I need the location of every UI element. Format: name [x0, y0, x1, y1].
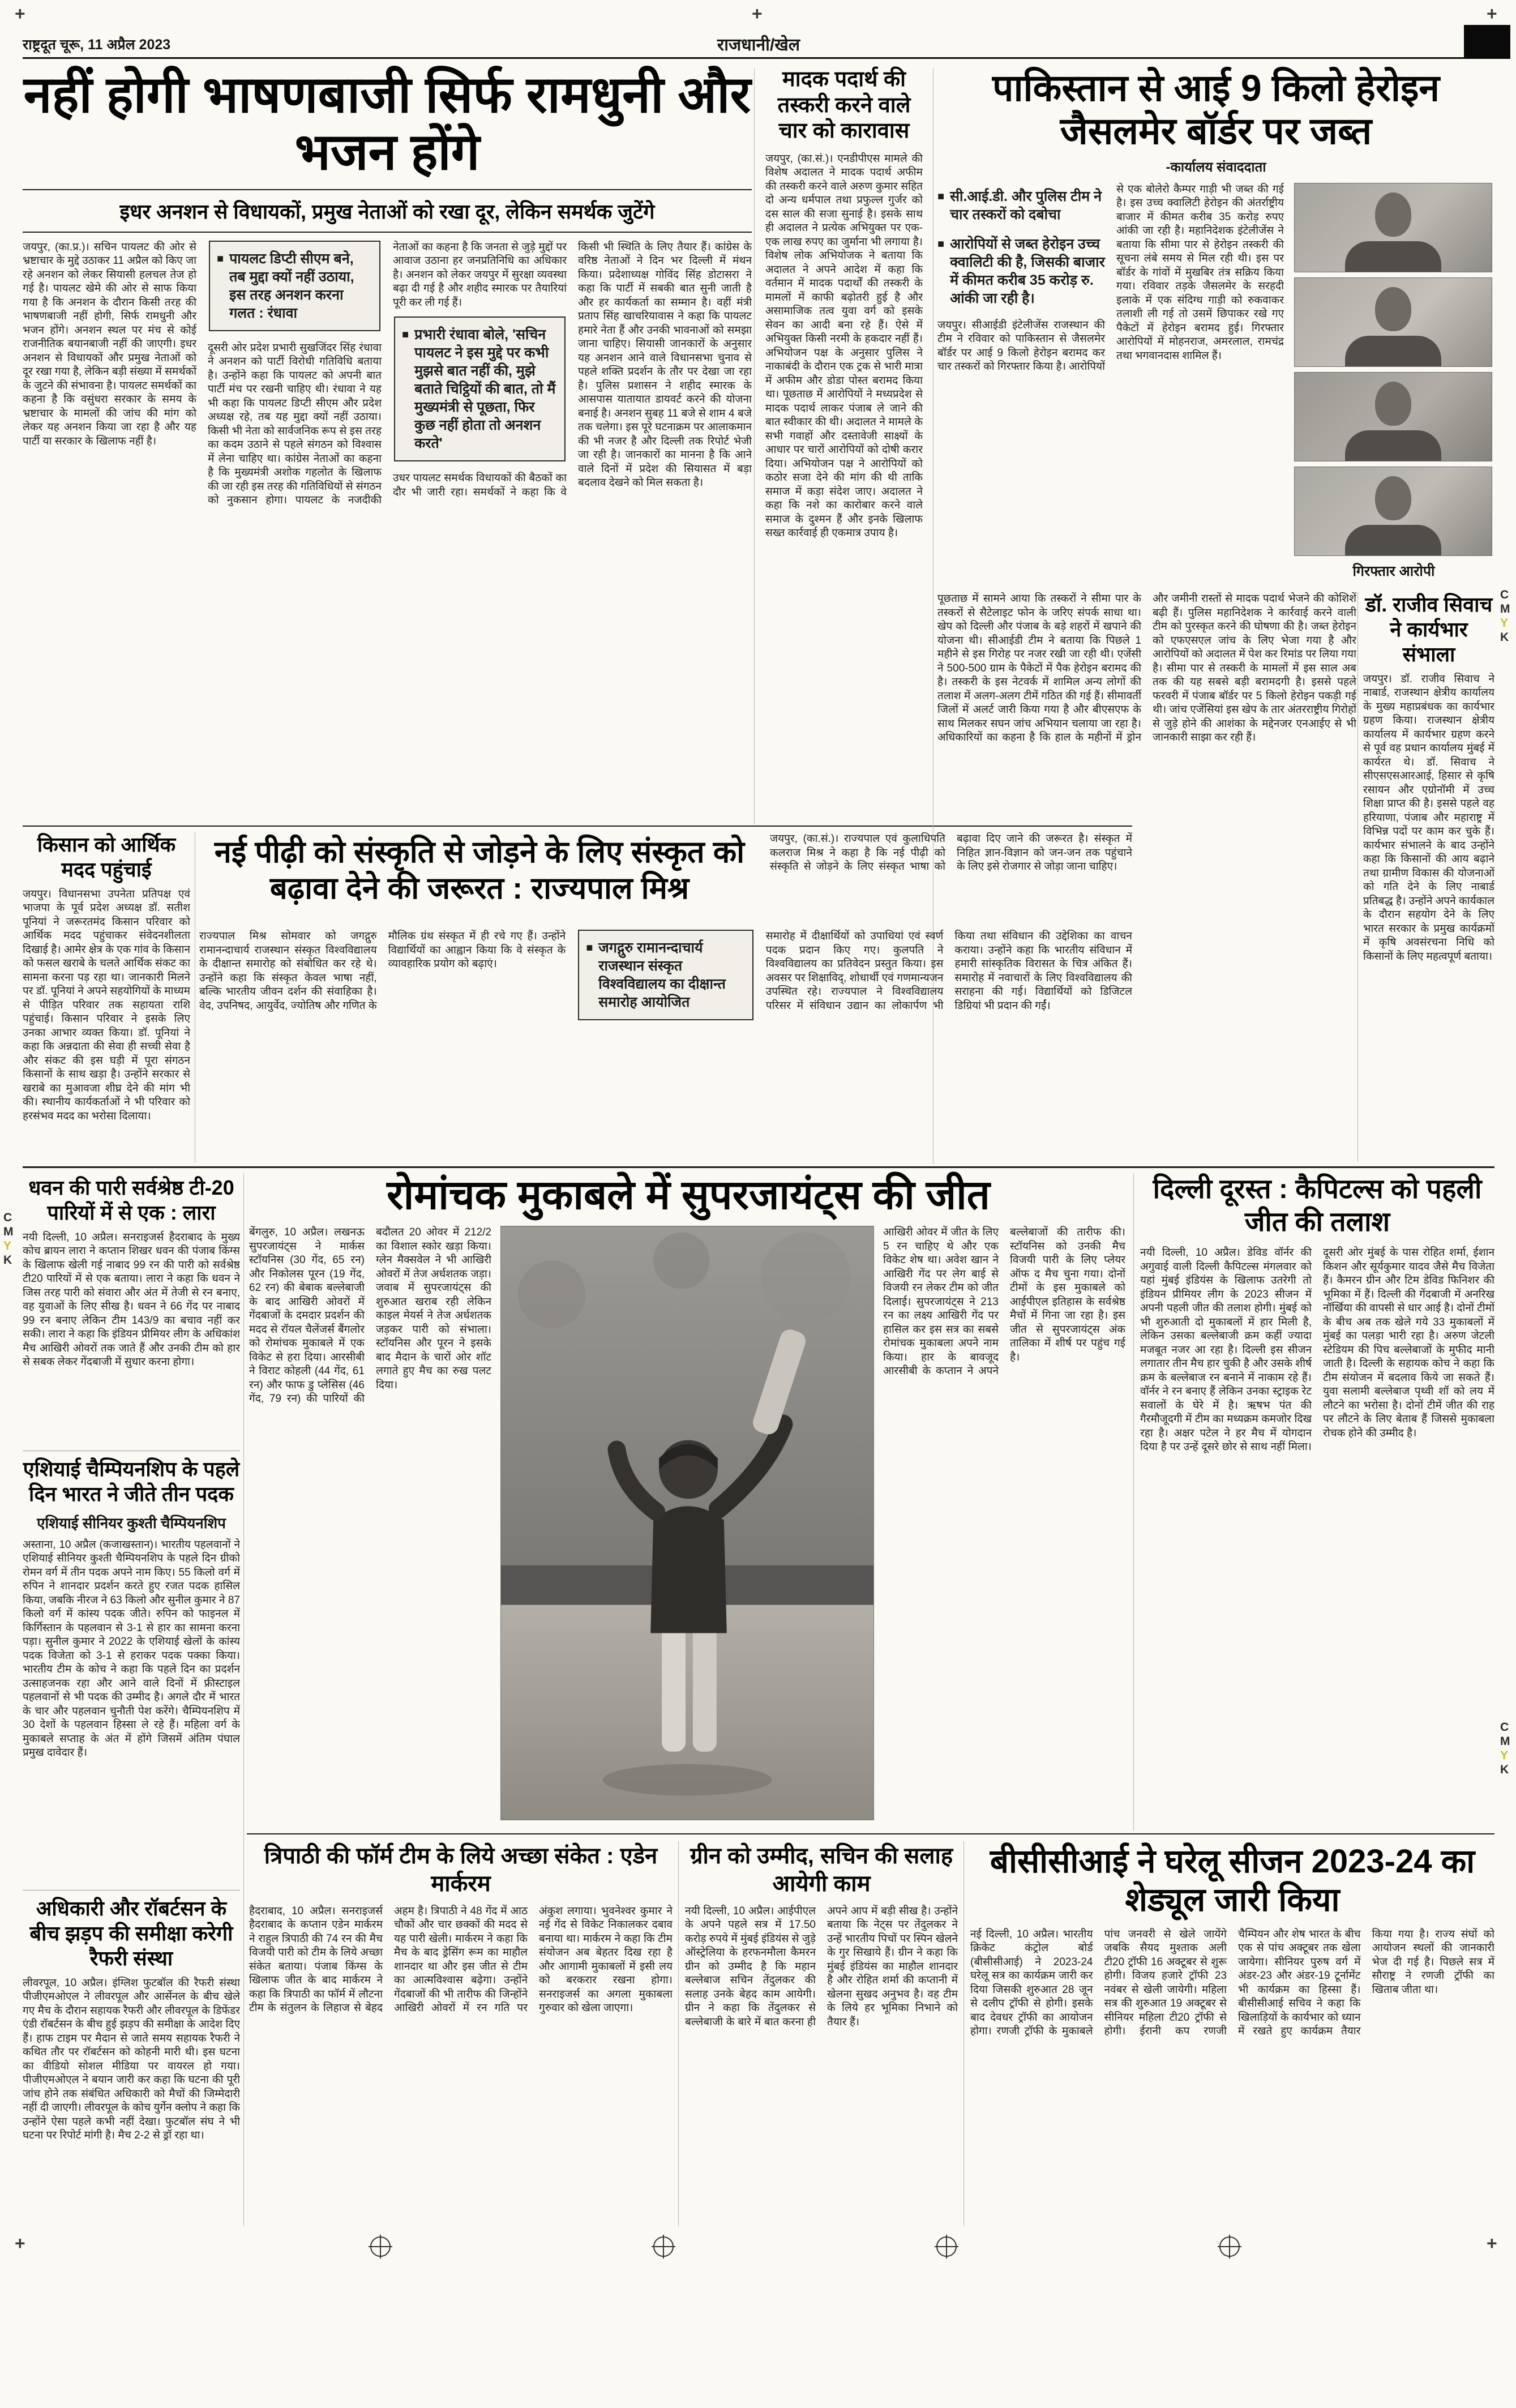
farmer-body: जयपुर। विधानसभा उपनेता प्रतिपक्ष एवं भाजपा के पूर्व प्रदेश अध्यक्ष डॉ. सतीश पूनियां ने जरूरतमंद किसान परिवार को आर्थिक मदद पहुंचाकर संवेदनशीलता दिखाई है। आमेर क्षेत्र के एक गांव के किसान को फसल खराबे के चलते आर्थिक संकट का सामना करना पड़ रहा था। जानकारी मिलने पर डॉ. पूनियां ने अपने सहयोगियों के माध्यम से पीड़ित परिवार तक सहायता राशि पहुंचाई। किसान परिवार ने इसके लिए उनका आभार व्यक्त किया। डॉ. पूनियां ने कहा कि अन्नदाता की सेवा ही सच्ची सेवा है और संकट की इस घड़ी में पूरा संगठन किसानों के साथ खड़ा है। उन्होंने सरकार से खराबे का मुआवजा शीघ्र देने की मांग भी की। स्थानीय कार्यकर्ताओं ने भी परिवार को हरसंभव मदद का भरोसा दिलाया। [23, 888, 190, 1122]
heroin-bullet-2-text: आरोपियों से जब्त हेरोइन उच्च क्वालिटी की है, जिसकी बाजार में कीमत करीब 35 करोड़ रु. आंकी जा रही है। [950, 236, 1105, 306]
suspect-silhouette [1345, 336, 1441, 367]
article-wrestling [23, 1451, 240, 1885]
section-title: राजधानी/खेल [717, 36, 800, 54]
article-supergiants [249, 1173, 1128, 1820]
square-bullet-icon: ■ [586, 942, 593, 954]
pilot-body [23, 241, 752, 801]
registration-plus-icon: + [1487, 2233, 1497, 2253]
column-rule [1357, 592, 1358, 1162]
pilot-quote-box-1 [209, 241, 380, 331]
suspect-photo [1294, 277, 1492, 367]
registration-plus-icon: + [1487, 3, 1497, 24]
column-rule [243, 1173, 244, 2226]
pilot-quote-2-title: प्रभारी रंधावा बोले, [414, 327, 513, 343]
heroin-headline: पाकिस्तान से आई 9 किलो हेरोइन जैसलमेर बॉर्डर पर जब्त [992, 67, 1440, 152]
heroin-bullet-1 [937, 187, 1105, 224]
article-heroin [937, 67, 1494, 580]
edition-date: राष्ट्रदूत चूरू, 11 अप्रैल 2023 [23, 36, 171, 53]
sanskrit-headline: नई पीढ़ी को संस्कृति से जोड़ने के लिए संस्कृत को बढ़ावा देने की जरूरत : राज्यपाल मिश्र [214, 835, 745, 905]
dhawan-body: नयी दिल्ली, 10 अप्रैल। सनराइजर्स हैदराबाद के मुख्य कोच ब्रायन लारा ने कप्तान शिखर धवन की पंजाब किंग्स के खिलाफ खेली गई नाबाद 99 रन की पारी को सर्वश्रेष्ठ टी20 पारियों में से एक बताया। लारा ने कहा कि धवन ने जिस तरह पारी को संवारा और अंत में तेजी से रन बनाए, वह युवाओं के लिए सीख है। धवन ने 66 गेंद पर नाबाद 99 रन बनाए लेकिन टीम 143/9 का बचाव नहीं कर सकी। लारा ने कहा कि इंडियन प्रीमियर लीग के अधिकांश मैच आखिरी ओवरों तक जाते हैं और उनकी टीम को हार से सबक लेकर गेंदबाजी में सुधार करना होगा। [23, 1231, 240, 1368]
supergiants-body-right: आखिरी ओवर में जीत के लिए 5 रन चाहिए थे और एक विकेट शेष था। अवेश खान ने आखिरी गेंद पर लेग बाई से विजयी रन लेकर टीम को जीत दिलाई। सुपरजायंट्स ने 213 रन का लक्ष्य आखिरी गेंद पर हासिल कर इस सत्र का सबसे रोमांचक मुकाबला अपने नाम किया। हार के बावजूद आरसीबी के कप्तान ने अपने बल्लेबाजों की तारीफ की। स्टॉयनिस को उनकी मैच विजयी पारी के लिए प्लेयर ऑफ द मैच चुना गया। दोनों टीमों के इस मुकाबले को आईपीएल इतिहास के सर्वश्रेष्ठ मैचों में गिना जा रहा है। इस जीत से सुपरजायंट्स अंक तालिका में शीर्ष पर पहुंच गई है। [883, 1226, 1125, 1378]
referee-headline: अधिकारी और रॉबर्टसन के बीच झड़प की समीक्षा करेगी रैफरी संस्था [29, 1897, 233, 1970]
heroin-byline: -कार्यालय संवाददाता [1166, 159, 1266, 175]
article-capitals [1140, 1173, 1494, 1829]
tripathi-headline: त्रिपाठी की फॉर्म टीम के लिये अच्छा संकेत : एडेन मार्करम [264, 1844, 658, 1896]
heroin-bullet-2 [937, 235, 1105, 307]
drugs-court-body: जयपुर, (का.सं.)। एनडीपीएस मामले की विशेष अदालत ने मादक पदार्थ अफीम की तस्करी करने वाले अरुण कुमार सहित दो अन्य धर्मपाल तथा प्रफुल्ल गुर्जर को दस साल की सजा सुनाई है। इसके साथ ही अदालत ने प्रत्येक अभियुक्त पर एक-एक लाख रुपए का जुर्माना भी लगाया है। विशेष लोक अभियोजक ने बताया कि अदालत ने अपने आदेश में कहा कि वर्तमान में मादक पदार्थों की तस्करी के मामलों में काफी बढ़ोतरी हुई है और असामाजिक तत्व युवा वर्ग को इसके सेवन का आदी बना रहे हैं। ऐसे में अभियुक्त किसी नरमी के हकदार नहीं हैं। अभियोजन पक्ष के अनुसार पुलिस ने नाकाबंदी के दौरान एक ट्रक से भारी मात्रा में अफीम और डोडा पोस्त बरामद किया था। पूछताछ में आरोपियों ने मध्यप्रदेश से मादक पदार्थ लाकर पंजाब ले जाने की बात स्वीकार की थी। अदालत ने मामले के सभी गवाहों और दस्तावेजी साक्ष्यों के आधार पर चारों आरोपियों को दोषी करार दिया। अभियोजन पक्ष ने आरोपियों को कठोर सजा देने की मांग की थी ताकि समाज में कड़ा संदेश जाए। अदालत ने कहा कि नशे का कारोबार करने वाले समाज के दुश्मन हैं और इनके खिलाफ सख्त कार्रवाई ही एकमात्र उपाय है। [765, 152, 923, 540]
registration-plus-icon: + [15, 2233, 25, 2253]
pilot-body-part2: दूसरी ओर प्रदेश प्रभारी सुखजिंदर सिंह रंधावा ने अनशन को पार्टी विरोधी गतिविधि बताया है। उन्होंने कहा कि पायलट को अपनी बात पार्टी मंच पर रखनी चाहिए थी। रंधावा ने यह भी कहा कि पायलट डिप्टी सीएम और प्रदेश अध्यक्ष रहे, तब यह मुद्दा क्यों नहीं उठाया। किसी भी नेता को सार्वजनिक रूप से इस तरह का कदम उठाने से पहले संगठन को विश्वास में लेना चाहिए था। कांग्रेस नेताओं का कहना है कि मुख्यमंत्री अशोक गहलोत के खिलाफ की जा रही इस तरह की गतिविधियों से संगठन को नुकसान होगा। पायलट के नजदीकी नेताओं का कहना है कि जनता से जुड़े मुद्दों पर आवाज उठाना हर जनप्रतिनिधि का अधिकार है। अनशन को लेकर जयपुर में सुरक्षा व्यवस्था बढ़ा दी गई है और शहीद स्मारक पर तैयारियां पूरी कर ली गई हैं। [208, 241, 567, 507]
cmyk-strip: C M Y K [1500, 1721, 1510, 1776]
bcci-headline: बीसीसीआई ने घरेलू सीजन 2023-24 का शेड्यूल जारी किया [990, 1843, 1475, 1919]
cmyk-strip: C M Y K [1500, 588, 1510, 644]
article-nabard [1363, 592, 1494, 1162]
article-green [685, 1842, 958, 2227]
heroin-body-continued: पूछताछ में सामने आया कि तस्करों ने सीमा पार के तस्करों से सैटेलाइट फोन के जरिए संपर्क साधा था। खेप को दिल्ली और पंजाब के बड़े शहरों में खपाने की योजना थी। सीआईडी टीम ने बताया कि पिछले 1 महीने से इस गिरोह पर नजर रखी जा रही थी। एजेंसी ने 500-500 ग्राम के पैकेटों में पैक हेरोइन बरामद की है। तस्करी के इस नेटवर्क में शामिल अन्य लोगों की तलाश में अलग-अलग टीमें गठित की गई हैं। सीमावर्ती जिलों में अलर्ट जारी किया गया है और बीएसएफ के साथ मिलकर सघन जांच अभियान चलाया जा रहा है। अधिकारियों का कहना है कि हाल के महीनों में ड्रोन और जमीनी रास्तों से मादक पदार्थ भेजने की कोशिशें बढ़ी हैं। पुलिस महानिदेशक ने कार्रवाई करने वाली टीम को पुरस्कृत करने की घोषणा की है। जब्त हेरोइन को एफएसएल जांच के लिए भेजा गया है और आरोपियों को अदालत में पेश कर रिमांड पर लिया गया है। सीमा पार से तस्करी के मामलों में इस साल अब तक की यह सबसे बड़ी बरामदगी है। इससे पहले फरवरी में पंजाब बॉर्डर पर 5 किलो हेरोइन पकड़ी गई थी। जांच एजेंसियां इस खेप के तार अंतरराष्ट्रीय गिरोहों से जुड़े होने की आशंका के मद्देनजर एनआईए से भी जानकारी साझा कर रही हैं। [937, 593, 1356, 743]
article-drugs-court [760, 67, 928, 824]
drugs-court-headline: मादक पदार्थ की तस्करी करने वाले चार को कारावास [777, 67, 911, 143]
column-rule [963, 1841, 964, 2226]
square-bullet-icon: ■ [402, 328, 409, 341]
column-rule [754, 68, 755, 824]
green-headline: ग्रीन को उम्मीद, सचिन की सलाह आयेगी काम [690, 1844, 953, 1896]
page-number-tab [1464, 25, 1510, 59]
sanskrit-intro: जयपुर, (का.सं.)। राज्यपाल एवं कुलाधिपति कलराज मिश्र ने कहा है कि नई पीढ़ी को संस्कृति से जोड़ने के लिए संस्कृत भाषा को बढ़ावा दिए जाने की जरूरत है। संस्कृत में निहित ज्ञान-विज्ञान को जन-जन तक पहुंचाने के लिए इसे रोजगार से जोड़ा जाना चाहिए। [770, 833, 1132, 872]
square-bullet-icon: ■ [217, 252, 224, 265]
green-body: नयी दिल्ली, 10 अप्रैल। आईपीएल के अपने पहले सत्र में 17.50 करोड़ रुपये में मुंबई इंडियंस से जुड़े ऑस्ट्रेलिया के हरफनमौला कैमरन ग्रीन को उम्मीद है कि महान बल्लेबाज सचिन तेंदुलकर की सलाह उनके बेहद काम आयेगी। ग्रीन ने कहा कि तेंदुलकर से बल्लेबाजी के बारे में बात करना ही अपने आप में बड़ी सीख है। उन्होंने बताया कि नेट्स पर तेंदुलकर ने उन्हें भारतीय पिचों पर स्पिन खेलने के गुर सिखाये हैं। ग्रीन ने कहा कि मुंबई इंडियंस का माहौल शानदार है और रोहित शर्मा की कप्तानी में खेलना सुखद अनुभव है। वह टीम के लिये हर भूमिका निभाने को तैयार हैं। [685, 1905, 958, 2028]
heroin-bullet-1-text: सी.आई.डी. और पुलिस टीम ने चार तस्करों को दबोचा [950, 188, 1102, 223]
supergiants-body-left: बेंगलुरु, 10 अप्रैल। लखनऊ सुपरजायंट्स ने मार्कस स्टॉयनिस (30 गेंद, 65 रन) और निकोलस पूरन (19 गेंद, 62 रन) की बेबाक बल्लेबाजी के बाद आखिरी ओवरों में गेंदबाजों के दमदार प्रदर्शन की मदद से रॉयल चैलेंजर्स बैंगलोर को रोमांचक मुकाबले में एक विकेट से हरा दिया। आरसीबी ने विराट कोहली (44 गेंद, 61 रन) और फाफ डु प्लेसिस (46 गेंद, 79 रन) की पारियों की बदौलत 20 ओवर में 212/2 का विशाल स्कोर खड़ा किया। ग्लेन मैक्सवेल ने भी आखिरी ओवरों में तेज अर्धशतक जड़ा। जवाब में सुपरजायंट्स की शुरुआत खराब रही लेकिन काइल मेयर्स ने तेज अर्धशतक जड़कर पारी को संभाला। स्टॉयनिस और पूरन ने इसके बाद मैदान के चारों ओर शॉट लगाते हुए मैच का रुख पलट दिया। [249, 1226, 491, 1405]
registration-mark-icon [936, 2236, 957, 2257]
pilot-quote-1: पायलट डिप्टी सीएम बने, तब मुद्दा क्यों नहीं उठाया, इस तरह अनशन करना गलत : रंधावा [229, 250, 354, 321]
pilot-quote-box-2 [394, 316, 566, 461]
supergiants-headline: रोमांचक मुकाबले में सुपरजायंट्स की जीत [387, 1173, 990, 1218]
suspect-silhouette [1345, 525, 1441, 556]
dhawan-headline: धवन की पारी सर्वश्रेष्ठ टी-20 पारियों में से एक : लारा [28, 1176, 234, 1224]
nabard-headline: डॉ. राजीव सिवाच ने कार्यभार संभाला [1365, 593, 1493, 666]
suspect-photo [1294, 372, 1492, 461]
cmyk-strip: C M Y K [3, 1211, 14, 1267]
wrestling-headline: एशियाई चैम्पियनशिप के पहले दिन भारत ने जीते तीन पदक [23, 1457, 240, 1505]
nabard-body: जयपुर। डॉ. राजीव सिवाच ने नाबार्ड, राजस्थान क्षेत्रीय कार्यालय के मुख्य महाप्रबंधक का कार्यभार ग्रहण किया। राजस्थान क्षेत्रीय कार्यालय में कार्यभार ग्रहण करने से पूर्व वह प्रधान कार्यालय मुंबई में कार्यरत थे। डॉ. सिवाच ने सीएसएसआरआई, हिसार से कृषि रसायन और एग्रोनॉमी में उच्च शिक्षा प्राप्त की है। इससे पहले वह हरियाणा, पंजाब और महाराष्ट्र में विभिन्न पदों पर काम कर चुके हैं। कार्यभार संभालने के बाद उन्होंने कहा कि किसानों की आय बढ़ाने तथा ग्रामीण विकास की योजनाओं को गति देने के लिए नाबार्ड प्रतिबद्ध है। उन्होंने अपने कार्यकाल के दौरान सहयोग देने के लिए भारत सरकार के प्रमुख कार्यक्रमों में कृषि अवसंरचना निधि को किसानों के लिए महत्वपूर्ण बताया। [1363, 673, 1494, 963]
heroin-body-part1: जयपुर। सीआईडी इंटेलीजेंस राजस्थान की टीम ने रविवार को पाकिस्तान से जैसलमेर बॉर्डर पर आई 9 किलो हेरोइन बरामद कर चार तस्करों को गिरफ्तार किया है। आरोपियों से एक बोलेरो कैम्पर गाड़ी भी जब्त की गई है। इस उच्च क्वालिटी हेरोइन की अंतर्राष्ट्रीय बाजार में कीमत करीब 35 करोड़ रुपए आंकी जा रही है। महानिदेशक इंटेलीजेंस ने बताया कि सीमा पार से हेरोइन तस्करी की सूचना लंबे समय से मिल रही थी। इस पर बॉर्डर के गांवों में मुखबिर तंत्र सक्रिय किया गया। रविवार तड़के जैसलमेर के सरहदी इलाके में एक संदिग्ध गाड़ी को रुकवाकर तलाशी ली गई तो उसमें छिपाकर रखे गए पैकेटों में हेरोइन बरामद हुई। गिरफ्तार आरोपियों में मोहनराज, अमरलाल, रामचंद्र तथा भगवानदास शामिल हैं। [937, 183, 1284, 373]
article-referee [23, 1890, 240, 2227]
sanskrit-sidebox [578, 930, 753, 1020]
suspect-silhouette [1345, 241, 1441, 272]
suspect-photo [1294, 467, 1492, 556]
registration-mark-icon [1219, 2236, 1240, 2257]
tripathi-body: हैदराबाद, 10 अप्रैल। सनराइजर्स हैदराबाद के कप्तान एडेन मार्करम ने राहुल त्रिपाठी की 74 रन की मैच विजयी पारी को टीम के लिये अच्छा संकेत बताया। पंजाब किंग्स के खिलाफ जीत के बाद मार्करम ने कहा कि त्रिपाठी का फॉर्म में लौटना टीम के संतुलन के लिहाज से बेहद अहम है। त्रिपाठी ने 48 गेंद में आठ चौकों और चार छक्कों की मदद से यह पारी खेली। मार्करम ने कहा कि मैच के बाद ड्रेसिंग रूम का माहौल शानदार था और इस जीत से टीम का आत्मविश्वास बढ़ेगा। उन्होंने गेंदबाजों की भी तारीफ की जिन्होंने आखिरी ओवरों में रन गति पर अंकुश लगाया। भुवनेश्वर कुमार ने नई गेंद से विकेट निकालकर दबाव बनाया था। मार्करम ने कहा कि टीम संयोजन अब बेहतर दिख रहा है और आगामी मुकाबलों में इसी लय को बरकरार रखना होगा। सनराइजर्स का अगला मुकाबला गुरुवार को खेला जाएगा। [249, 1905, 673, 2014]
wrestling-strap: एशियाई सीनियर कुश्ती चैम्पियनशिप [37, 1514, 226, 1532]
column-rule [678, 1841, 679, 2226]
square-bullet-icon: ■ [937, 237, 945, 250]
masthead [23, 31, 1494, 59]
pilot-subhead: इधर अनशन से विधायकों, प्रमुख नेताओं को रखा दूर, लेकिन समर्थक जुटेंगे [23, 189, 752, 233]
pilot-body-part1: जयपुर, (का.प्र.)। सचिन पायलट की ओर से भ्रष्टाचार के मुद्दे उठाकर 11 अप्रैल को किए जा रहे अनशन को लेकर सियासी हलचल तेज हो गई है। पायलट खेमे की ओर से साफ किया गया है कि अनशन के दौरान किसी तरह की भाषणबाजी नहीं होगी, सिर्फ रामधुनी और भजन होंगे। अनशन स्थल पर मंच से कोई राजनीतिक बयानबाजी नहीं की जाएगी। इधर अनशन से विधायकों और प्रमुख नेताओं को दूर रखा गया है, लेकिन बड़ी संख्या में समर्थकों के जुटने की संभावना है। पायलट समर्थकों का कहना है कि वसुंधरा सरकार के समय के भ्रष्टाचार के मामलों की जांच की मांग को लेकर यह अनशन किया जा रहा है और यह पार्टी या सरकार के खिलाफ नहीं है। [23, 241, 196, 447]
suspect-silhouette [1375, 287, 1411, 331]
heroin-photo-column [1294, 183, 1493, 580]
wrestling-body: अस्ताना, 10 अप्रैल (कजाखस्तान)। भारतीय पहलवानों ने एशियाई सीनियर कुश्ती चैम्पियनशिप के पहले दिन ग्रीको रोमन वर्ग में तीन पदक अपने नाम किए। 55 किलो वर्ग में रुपिन ने शानदार प्रदर्शन करते हुए रजत पदक हासिल किया, जबकि नीरज ने 63 किलो और सुनील कुमार ने 87 किलो वर्ग में कांस्य पदक जीते। रुपिन को फाइनल में किर्गिस्तान के पहलवान से 3-1 से हार का सामना करना पड़ा। सुनील कुमार ने 2022 के एशियाई खेलों के कांस्य पदक विजेता को 3-1 से हराकर पदक पक्का किया। भारतीय टीम के कोच ने कहा कि पहले दिन का प्रदर्शन उत्साहजनक रहा और आने वाले दिनों में फ्रीस्टाइल पहलवानों से भी पदक की उम्मीद है। अगले दौर में भारत के चार और पहलवान चुनौती पेश करेंगे। चैम्पियनशिप में 30 देशों के पहलवान हिस्सा ले रहे हैं। महिला वर्ग के मुकाबले सप्ताह के अंत में होंगे जिसमें अंतिम पंघाल प्रमुख दावेदार हैं। [23, 1538, 240, 1759]
article-farmer-aid [23, 832, 190, 1164]
registration-mark-icon [653, 2236, 674, 2257]
cricketer-photo [500, 1226, 874, 1820]
suspect-silhouette [1375, 476, 1411, 520]
suspect-silhouette [1375, 382, 1411, 426]
sanskrit-body-part1: राज्यपाल मिश्र सोमवार को जगद्गुरु रामानन्दाचार्य राजस्थान संस्कृत विश्वविद्यालय के दीक्षान्त समारोह को संबोधित कर रहे थे। उन्होंने कहा कि संस्कृत केवल भाषा नहीं, बल्कि भारतीय जीवन दर्शन की संवाहिका है। वेद, उपनिषद, आयुर्वेद, ज्योतिष और गणित के मौलिक ग्रंथ संस्कृत में ही रचे गए हैं। उन्होंने विद्यार्थियों का आह्वान किया कि वे संस्कृत के व्यावहारिक प्रयोग को बढ़ाएं। [199, 930, 566, 1012]
article-tripathi [249, 1842, 673, 2227]
sanskrit-body-part2: समारोह में दीक्षार्थियों को उपाधियां एवं स्वर्ण पदक प्रदान किए गए। कुलपति ने विश्वविद्यालय का प्रतिवेदन प्रस्तुत किया। इस अवसर पर शिक्षाविद्, शोधार्थी एवं गणमान्यजन उपस्थित रहे। राज्यपाल ने विश्वविद्यालय परिसर में संविधान उद्यान का लोकार्पण भी किया तथा संविधान की उद्देशिका का वाचन कराया। उन्होंने कहा कि भारतीय संविधान में हमारी सांस्कृतिक विरासत के चित्र अंकित हैं। समारोह में नवाचारों के लिए विश्वविद्यालय की सराहना की गई। विद्यार्थियों को डिजिटल डिग्रियां भी प्रदान की गईं। [765, 930, 1132, 1012]
article-bcci [970, 1842, 1494, 2227]
article-pilot-fast [23, 67, 752, 824]
suspect-silhouette [1375, 193, 1411, 237]
pilot-body-part3: उधर पायलट समर्थक विधायकों की बैठकों का दौर भी जारी रहा। समर्थकों ने कहा कि वे किसी भी स्थिति के लिए तैयार हैं। कांग्रेस के वरिष्ठ नेताओं ने दिन भर दिल्ली में मंथन किया। प्रदेशाध्यक्ष गोविंद सिंह डोटासरा ने कहा कि पार्टी में सबकी बात सुनी जाती है और हर कार्यकर्ता का सम्मान है। वहीं मंत्री प्रताप सिंह खाचरियावास ने कहा कि पायलट हमारे नेता हैं और उनकी भावनाओं को समझा जाना चाहिए। सियासी जानकारों के अनुसार यह अनशन आने वाले विधानसभा चुनाव से पहले शक्ति प्रदर्शन के तौर पर देखा जा रहा है। पुलिस प्रशासन ने शहीद स्मारक के आसपास यातायात डायवर्ट करने की योजना बनाई है। अनशन सुबह 11 बजे से शाम 4 बजे तक चलेगा। इस पूरे घटनाक्रम पर आलाकमान की भी नजर है और दिल्ली तक रिपोर्ट भेजी जा रही है। जानकारों का मानना है कि आने वाले दिनों में प्रदेश की सियासत में बड़ा बदलाव देखने को मिल सकता है। [393, 241, 752, 498]
bcci-body: नई दिल्ली, 10 अप्रैल। भारतीय क्रिकेट कंट्रोल बोर्ड (बीसीसीआई) ने 2023-24 घरेलू सत्र का कार्यक्रम जारी कर दिया जिसकी शुरुआत 28 जून से दलीप ट्रॉफी से होगी। इसके बाद देवधर ट्रॉफी का आयोजन होगा। रणजी ट्रॉफी के मुकाबले पांच जनवरी से खेले जायेंगे जबकि सैयद मुश्ताक अली टी20 ट्रॉफी 16 अक्टूबर से शुरू होगी। विजय हजारे ट्रॉफी 23 नवंबर से खेली जायेगी। महिला सत्र की शुरुआत 19 अक्टूबर से सीनियर महिला टी20 ट्रॉफी से होगी। ईरानी कप रणजी चैम्पियन और शेष भारत के बीच एक से पांच अक्टूबर तक खेला जायेगा। सीनियर पुरुष वर्ग में अंडर-23 और अंडर-19 टूर्नामेंट भी कार्यक्रम का हिस्सा हैं। बीसीसीआई सचिव ने कहा कि खिलाड़ियों के कार्यभार को ध्यान में रखते हुए कार्यक्रम तैयार किया गया है। राज्य संघों को आयोजन स्थलों की जानकारी भेज दी गई है। पिछले सत्र में सौराष्ट्र ने रणजी ट्रॉफी का खिताब जीता था। [970, 1928, 1494, 2038]
referee-body: लीवरपूल, 10 अप्रैल। इंग्लिश फुटबॉल की रैफरी संस्था पीजीएमओएल ने लीवरपूल और आर्सेनल के बीच खेले गए मैच के दौरान सहायक रैफरी और लीवरपूल के डिफेंडर एंडी रॉबर्टसन के बीच हुई झड़प की समीक्षा के आदेश दिए हैं। हाफ टाइम पर मैदान से जाते समय सहायक रैफरी ने कथित तौर पर रॉबर्टसन को कोहनी मारी थी। इस घटना का वीडियो सोशल मीडिया पर वायरल हो गया। पीजीएमओएल ने बयान जारी कर कहा कि घटना की पूरी जांच होने तक संबंधित अधिकारी को मैचों की जिम्मेदारी नहीं दी जाएगी। लीवरपूल के कोच युर्गेन क्लोप ने कहा कि उन्होंने ऐसा पहले कभी नहीं देखा। फुटबॉल संघ ने भी घटना पर रिपोर्ट मांगी है। मैच 2-2 से ड्रॉ रहा था। [23, 1977, 240, 2142]
capitals-headline: दिल्ली दूरस्त : कैपिटल्स को पहली जीत की तलाश [1153, 1174, 1482, 1237]
farmer-headline: किसान को आर्थिक मदद पहुंचाई [37, 833, 176, 881]
suspects-caption: गिरफ्तार आरोपी [1352, 563, 1435, 579]
suspect-silhouette [1345, 430, 1441, 461]
capitals-body: नयी दिल्ली, 10 अप्रैल। डेविड वॉर्नर की अगुवाई वाली दिल्ली कैपिटल्स मंगलवार को यहां मुंबई इंडियंस के खिलाफ उतरेगी तो इंडियन प्रीमियर लीग के 2023 सीजन में अपनी पहली जीत की तलाश होगी। मुंबई को भी शुरुआती दो मुकाबलों में हार मिली है, लेकिन उसका बल्लेबाजी क्रम कहीं ज्यादा मजबूत नजर आ रहा है। दिल्ली इस सीजन लगातार तीन मैच हार चुकी है और उसके शीर्ष क्रम के बल्लेबाज रन बनाने में नाकाम रहे हैं। वॉर्नर ने रन बनाए हैं लेकिन उनका स्ट्राइक रेट सवालों के घेरे में है। ऋषभ पंत की गैरमौजूदगी में टीम का मध्यक्रम कमजोर दिख रहा है। अक्षर पटेल ने हर मैच में योगदान दिया है पर उन्हें दूसरे छोर से साथ नहीं मिला। दूसरी ओर मुंबई के पास रोहित शर्मा, ईशान किशन और सूर्यकुमार यादव जैसे मैच विजेता हैं। कैमरन ग्रीन और टिम डेविड फिनिशर की भूमिका में हैं। दिल्ली की गेंदबाजी में अनरिख नॉर्खिया की वापसी से धार आई है। दोनों टीमों के बीच अब तक खेले गये 33 मुकाबलों में मुंबई का पलड़ा भारी रहा है। अरुण जेटली स्टेडियम की पिच बल्लेबाजों के मुफीद मानी जाती है। दिल्ली के सहायक कोच ने कहा कि टीम संयोजन में बदलाव किये जा सकते हैं। युवा सलामी बल्लेबाज पृथ्वी शॉ को लय में लौटने का भरोसा है। दोनों टीमें जीत की राह पर लौटने के लिए बेताब हैं जिससे मुकाबला रोचक होने की उम्मीद है। [1140, 1247, 1494, 1453]
article-sanskrit [199, 832, 1132, 1164]
sanskrit-body [199, 930, 1132, 1162]
article-dhawan [23, 1175, 240, 1446]
heroin-body [937, 183, 1284, 579]
suspect-photo [1294, 183, 1492, 272]
section-divider [23, 1166, 1494, 1168]
column-rule [1133, 1173, 1134, 1831]
registration-plus-icon: + [752, 3, 763, 24]
pilot-headline: नहीं होगी भाषणबाजी सिर्फ रामधुनी और भजन होंगे [23, 67, 751, 181]
registration-plus-icon: + [15, 3, 25, 24]
sanskrit-sidebox-text: जगद्गुरु रामानन्दाचार्य राजस्थान संस्कृत विश्वविद्यालय का दीक्षान्त समारोह आयोजित [598, 940, 726, 1010]
square-bullet-icon: ■ [937, 190, 945, 203]
registration-mark-icon [370, 2236, 391, 2257]
section-divider [247, 1833, 1494, 1834]
pilot-quote-2: 'सचिन पायलट ने इस मुद्दे पर कभी मुझसे बात नहीं की, मुझे बताते चिट्ठियों की बात, तो मैं मुख्यमंत्री से पूछता, फिर कुछ नहीं होता तो अनशन करते' [414, 327, 556, 452]
